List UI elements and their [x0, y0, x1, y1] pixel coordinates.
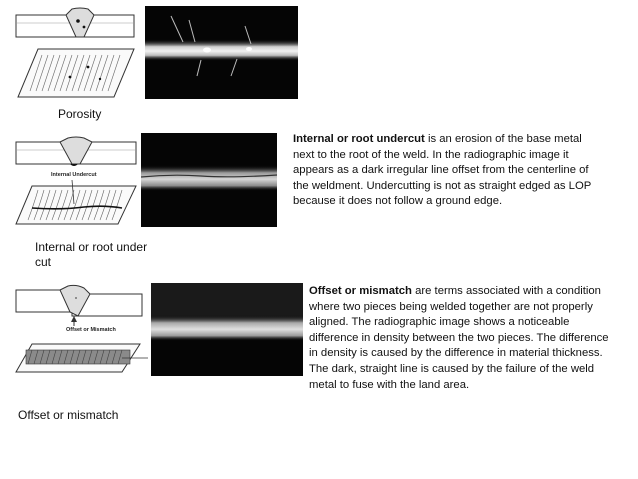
porosity-diagram [12, 5, 138, 101]
undercut-diagram [12, 134, 140, 230]
mismatch-description [309, 284, 619, 393]
porosity-caption: Porosity [58, 107, 102, 121]
mismatch-radiograph [151, 283, 303, 376]
porosity-radiograph [145, 6, 298, 99]
undercut-description [293, 132, 593, 210]
undercut-caption-line2: cut [35, 255, 52, 269]
undercut-diagram-label: Internal Undercut [51, 172, 97, 178]
undercut-caption [35, 240, 147, 270]
mismatch-term: Offset or mismatch [309, 285, 412, 297]
undercut-term: Internal or root undercut [293, 133, 425, 145]
mismatch-caption: Offset or mismatch [18, 408, 119, 422]
undercut-caption-line1: Internal or root under [35, 240, 148, 254]
mismatch-diagram-label: Offset or Mismatch [66, 327, 116, 333]
undercut-radiograph [141, 133, 277, 227]
mismatch-text: are terms associated with a condition where two pieces being welded together are not properly aligned. The radiographic image shows a noticeable difference in density between the two pieces. The difference in density is caused by the difference in material thickness. The dark, straight line is caused by the failure of the weld metal to fuse with the land area. [309, 285, 609, 391]
undercut-text: is an erosion of the base metal next to the root of the weld. In the radiographic image it appears as a dark irregular line offset from the centerline of the weldment. Undercutting is not as straight edged as LOP because it does not follow a ground edge. [293, 133, 592, 208]
